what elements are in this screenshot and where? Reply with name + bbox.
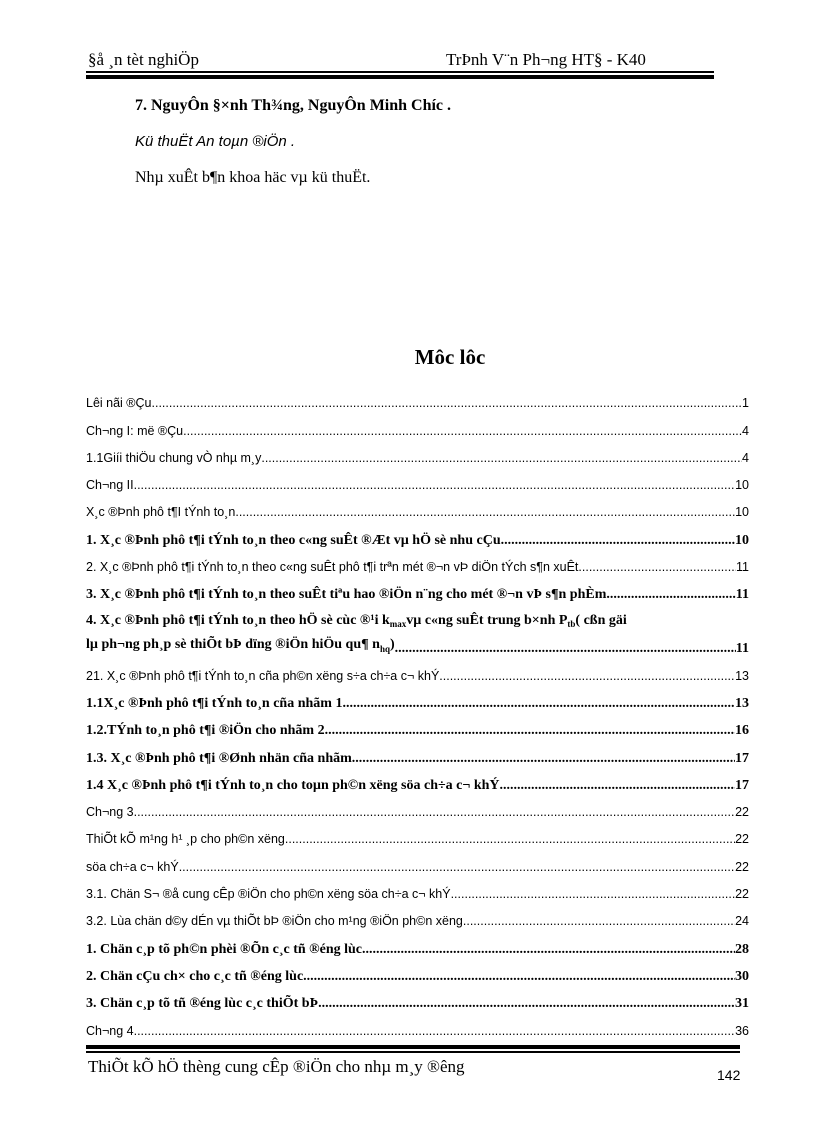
toc-entry[interactable] [86, 957, 749, 984]
toc-leader [395, 641, 736, 656]
toc-entry[interactable] [86, 493, 749, 520]
toc-entry[interactable] [86, 766, 749, 793]
toc-entry[interactable] [86, 902, 749, 929]
table-of-contents [86, 384, 749, 1039]
toc-entry-line1 [86, 602, 749, 629]
toc-entry[interactable] [86, 439, 749, 466]
toc-page: 13 [735, 695, 749, 711]
toc-leader [346, 696, 735, 711]
header-rule-thick [86, 75, 714, 79]
toc-leader [134, 478, 735, 493]
toc-page: 16 [735, 723, 749, 739]
toc-entry[interactable] [86, 411, 749, 438]
toc-text: 1.2.TÝnh to¸n phô t¶i ®iÖn cho nhãm 2. [86, 723, 329, 739]
footer-rule-thick [86, 1045, 740, 1049]
toc-leader [466, 914, 735, 929]
toc-leader [443, 669, 735, 684]
toc-text: 2. Chän cÇu ch× cho c¸c tñ ®éng lùc [86, 968, 304, 984]
toc-leader [322, 996, 735, 1011]
toc-page: 22 [735, 859, 749, 874]
toc-leader [582, 560, 736, 575]
subscript: max [389, 619, 407, 630]
toc-page: 22 [735, 887, 749, 902]
toc-leader [152, 396, 743, 411]
header-right: TrÞnh V¨n Ph¬ng HT§ - K40 [446, 50, 646, 69]
toc-page: 11 [735, 641, 749, 657]
toc-text: 1.1Giíi thiÖu chung vÒ nhµ m¸y [86, 450, 262, 465]
toc-text: 1.1X¸c ®Þnh phô t¶i tÝnh to¸n cña nhãm 1. [86, 695, 346, 711]
toc-page: 11 [736, 560, 749, 575]
toc-entry[interactable] [86, 656, 749, 683]
toc-leader [134, 1024, 735, 1039]
toc-page: 10 [735, 505, 749, 520]
toc-leader [610, 587, 736, 602]
toc-page: 10 [735, 478, 749, 493]
toc-entry[interactable] [86, 1011, 749, 1038]
toc-text: söa ch÷a c¬ khÝ [86, 859, 179, 874]
toc-text: 3.1. Chän S¬ ®å cung cÊp ®iÖn cho ph©n xëng söa ch÷a c¬ khÝ. [86, 887, 455, 902]
toc-page: 28 [735, 941, 749, 957]
toc-text: 21. X¸c ®Þnh phô t¶i tÝnh to¸n cña ph©n xëng s÷a ch÷a c¬ khÝ. [86, 668, 443, 683]
toc-leader [183, 424, 742, 439]
toc-text: Lêi nãi ®Çu [86, 396, 152, 411]
toc-entry[interactable] [86, 793, 749, 820]
reference-authors: 7. NguyÔn §×nh Th¾ng, NguyÔn Minh Chíc . [135, 97, 452, 114]
toc-page: 4 [742, 450, 749, 465]
toc-text: ThiÕt kÕ m¹ng h¹ ¸p cho ph©n xëng [86, 832, 285, 847]
toc-entry[interactable] [86, 875, 749, 902]
toc-text: X¸c ®Þnh phô t¶I tÝnh to¸n [86, 505, 236, 520]
toc-text: 1.4 X¸c ®Þnh phô t¶i tÝnh to¸n cho toµn ph©n xëng söa ch÷a c¬ khÝ. [86, 777, 504, 793]
footer-rule-thin [86, 1051, 740, 1053]
toc-page: 31 [735, 996, 749, 1012]
toc-leader [261, 451, 742, 466]
header-left: §å ¸n tèt nghiÖp [88, 50, 199, 69]
page-number: 142 [717, 1067, 741, 1083]
toc-text: Ch¬ng I: më ®Çu [86, 423, 184, 438]
toc-title: Môc lôc [414, 345, 486, 369]
toc-entry[interactable] [86, 548, 749, 575]
toc-page: 10 [735, 532, 749, 548]
toc-leader [355, 751, 735, 766]
toc-leader [303, 969, 735, 984]
toc-page: 17 [735, 777, 749, 793]
toc-text: ( cßn gäi [575, 613, 627, 629]
toc-text: vµ c«ng suÊt trung b×nh P [406, 613, 568, 629]
toc-text: 1.3. X¸c ®Þnh phô t¶i ®Ønh nhän cña nhãm. [86, 750, 356, 766]
toc-entry-multiline[interactable] [86, 602, 749, 656]
toc-text: Ch¬ng 4 [86, 1023, 134, 1038]
toc-leader [504, 533, 735, 548]
toc-page: 36 [735, 1023, 749, 1038]
toc-entry[interactable] [86, 984, 749, 1011]
toc-page: 22 [735, 832, 749, 847]
toc-leader [235, 505, 735, 520]
toc-page: 4 [742, 423, 749, 438]
header-rule-thin [86, 71, 714, 73]
toc-page: 24 [735, 914, 749, 929]
toc-text: 1. X¸c ®Þnh phô t¶i tÝnh to¸n theo c«ng suÊt ®Æt vµ hÖ sè nhu cÇu. [86, 532, 505, 548]
toc-text: 1. Chän c¸p tõ ph©n phèi ®Õn c¸c tñ ®éng lùc [86, 941, 363, 957]
toc-leader [134, 805, 735, 820]
subscript: hq [379, 643, 390, 654]
toc-leader [285, 832, 735, 847]
toc-page: 11 [735, 587, 749, 603]
toc-page: 17 [735, 750, 749, 766]
toc-entry[interactable] [86, 466, 749, 493]
toc-entry[interactable] [86, 520, 749, 547]
toc-page: 22 [735, 805, 749, 820]
toc-text: Ch¬ng 3 [86, 805, 134, 820]
toc-text: 3.2. Lùa chän d©y dÉn vµ thiÕt bÞ ®iÖn cho m¹ng ®iÖn ph©n xëng. [86, 914, 467, 929]
toc-leader [328, 723, 735, 738]
toc-entry-line2 [86, 629, 749, 656]
toc-leader [179, 860, 735, 875]
toc-text: 3. Chän c¸p tõ tñ ®éng lùc c¸c thiÕt bÞ. [86, 996, 322, 1012]
toc-text: Ch¬ng II [86, 478, 134, 493]
toc-page: 1 [742, 396, 749, 411]
toc-entry[interactable] [86, 847, 749, 874]
subscript: tb [567, 619, 576, 630]
toc-text: ) [389, 636, 395, 652]
toc-entry[interactable] [86, 929, 749, 956]
toc-entry[interactable] [86, 738, 749, 765]
toc-leader [362, 942, 735, 957]
toc-page: 30 [735, 968, 749, 984]
toc-entry[interactable] [86, 820, 749, 847]
reference-title: Kü thuËt An toµn ®iÖn . [135, 133, 296, 150]
toc-entry[interactable] [86, 575, 749, 602]
toc-text: 2. X¸c ®Þnh phô t¶i tÝnh to¸n theo c«ng suÊt phô t¶i trªn mét ®¬n vÞ diÖn tÝch s¶n xuÊt. [86, 560, 582, 575]
toc-leader [503, 778, 735, 793]
toc-text: 3. X¸c ®Þnh phô t¶i tÝnh to¸n theo suÊt tiªu hao ®iÖn n¨ng cho mét ®¬n vÞ s¶n phÈm. [86, 587, 610, 603]
toc-entry[interactable] [86, 384, 749, 411]
reference-publisher: Nhµ xuÊt b¶n khoa häc vµ kü thuËt. [135, 169, 371, 186]
toc-text: 4. X¸c ®Þnh phô t¶i tÝnh to¸n theo hÖ sè cùc ®¹i k [86, 613, 390, 629]
toc-entry[interactable] [86, 684, 749, 711]
toc-text: lµ ph¬ng ph¸p sè thiÕt bÞ dïng ®iÖn hiÖu qu¶ n [86, 636, 380, 652]
toc-page: 13 [735, 668, 749, 683]
footer-text: ThiÕt kÕ hÖ thèng cung cÊp ®iÖn cho nhµ m¸y ®êng [88, 1057, 465, 1076]
toc-entry[interactable] [86, 711, 749, 738]
toc-leader [454, 887, 735, 902]
